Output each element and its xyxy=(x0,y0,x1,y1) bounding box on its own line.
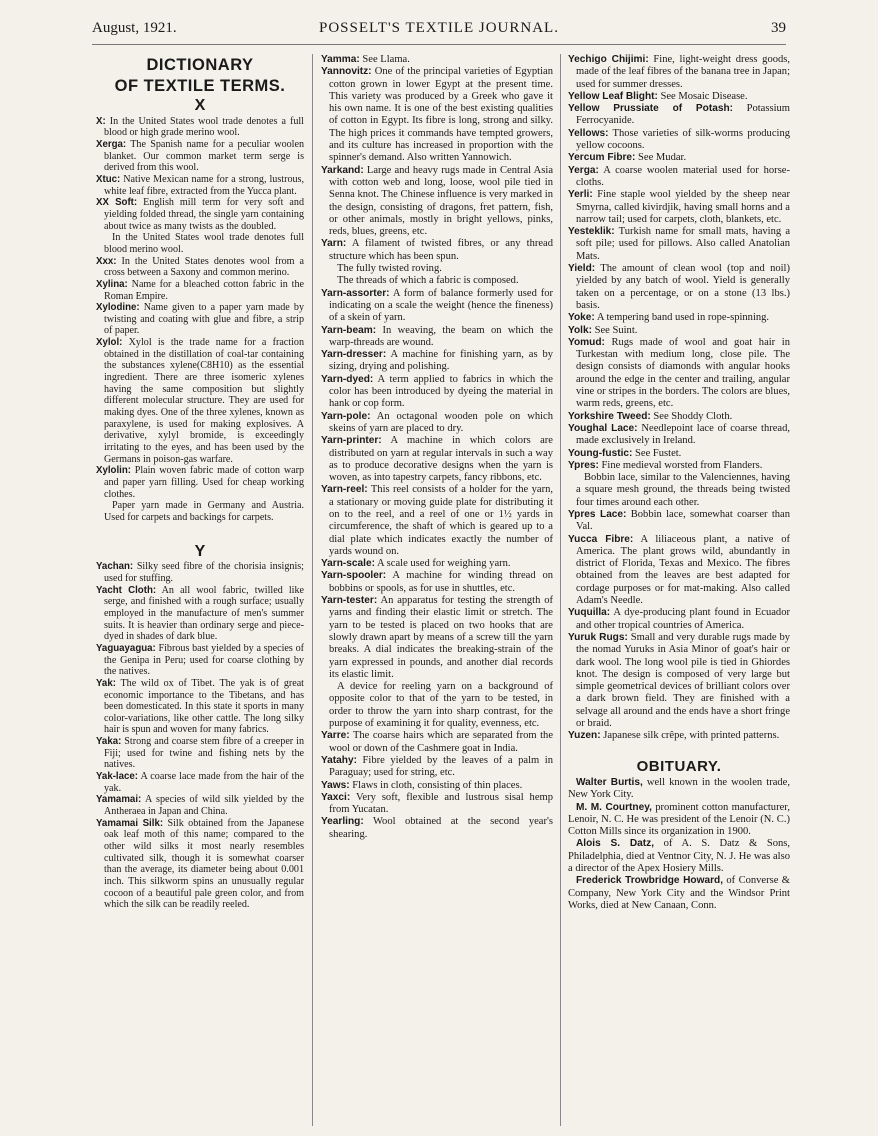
dictionary-entry xyxy=(568,91,790,103)
dictionary-entry xyxy=(568,730,790,742)
entry-term: Xtuc: xyxy=(96,173,121,185)
dictionary-entry xyxy=(96,771,304,794)
entry-term: Yarn-scale: xyxy=(321,558,375,570)
entry-definition: Paper yarn made in Germany and Austria. Used for carpets and backings for carpets. xyxy=(104,500,304,523)
entry-definition: A machine for finishing yarn, as by sizing, drying and polishing. xyxy=(329,349,553,373)
entry-definition: In the United States wool trade denotes full blood merino wool. xyxy=(104,232,304,255)
dictionary-entry xyxy=(568,152,790,164)
column-right xyxy=(568,54,790,1128)
running-header xyxy=(92,20,786,42)
column-divider xyxy=(312,54,313,1126)
dictionary-entry xyxy=(96,197,304,232)
entry-term: Yarn-dyed: xyxy=(321,373,374,385)
dictionary-entry xyxy=(321,411,553,436)
entry-definition: The Spanish name for a peculiar woolen blanket. Our common market term serge is derived from this wool. xyxy=(104,138,304,174)
obituary-item xyxy=(568,875,790,912)
entry-term: Yarn-printer: xyxy=(321,435,382,447)
obituary-name: M. M. Courtney, xyxy=(576,801,652,813)
entry-term: Yarn-tester: xyxy=(321,595,378,607)
dictionary-entry xyxy=(96,585,304,643)
dictionary-entry xyxy=(568,472,790,509)
entry-term: Ypres Lace: xyxy=(568,508,627,520)
dictionary-title: DICTIONARY xyxy=(146,56,254,74)
entry-definition: Silky seed fibre of the chorisia insignis; used for stuffing. xyxy=(104,561,304,584)
dictionary-entry xyxy=(321,558,553,570)
dictionary-entry xyxy=(321,595,553,681)
entry-term: Yak: xyxy=(96,677,116,689)
dictionary-entry xyxy=(321,681,553,730)
entry-definition: Name given to a paper yarn made by twisting and coating with glue and fibre, a strip of paper. xyxy=(104,302,304,337)
dictionary-entry xyxy=(568,337,790,411)
entry-term: Yaxci: xyxy=(321,791,351,803)
entry-definition: A species of wild silk yielded by the Antheraea in Japan and China. xyxy=(104,794,304,818)
dictionary-entry xyxy=(321,816,553,841)
entry-definition: An all wool fabric, twilled like serge, and finished with a rough surface; usually employed in the manufacture of men's summer suits. It is heavier than ordinary serge and piece-dyed in shades of dark blue. xyxy=(104,584,304,643)
entry-definition: Turkish name for small mats, having a soft pile; used for pillows. Also called Anatolian Mats. xyxy=(576,226,790,262)
obituary-heading: OBITUARY. xyxy=(636,757,722,775)
dictionary-entry xyxy=(96,794,304,817)
dictionary-entry xyxy=(96,818,304,911)
entry-term: Yucca Fibre: xyxy=(568,533,634,545)
entry-definition: This reel consists of a holder for the yarn, a stationary or moving guide plate for distributing it on to the reel, and a reel of one or 1½ yards in circumference, the shaft of which is geared up to a dial plate which indicates exactly the number of yards wound on. xyxy=(329,484,553,557)
entry-definition: A dye-producing plant found in Ecuador and other tropical countries of America. xyxy=(576,607,790,631)
dictionary-entry xyxy=(96,232,304,255)
entry-definition: A liliaceous plant, a native of America. The plant grows wild, abundantly in district of Florida, Texas and Mexico. The fibres obtained from the leaves are best adapted for cordage purposes or for mat-making. Also called Adam's Needle. xyxy=(576,533,790,607)
column-left xyxy=(96,54,304,1128)
entry-definition: A device for reeling yarn on a background of opposite color to that of the yarn to be tested, in order to throw the yarn into sharp contrast, for the purpose of examining it for quality, evenness, etc. xyxy=(329,681,553,730)
dictionary-entry xyxy=(321,238,553,263)
dictionary-entry xyxy=(321,263,553,275)
entry-term: Yarn-beam: xyxy=(321,324,377,336)
entry-definition: A tempering band used in rope-spinning. xyxy=(594,312,770,324)
entry-term: Xylolin: xyxy=(96,465,131,477)
entry-term: Yachan: xyxy=(96,561,134,573)
dictionary-entry xyxy=(321,755,553,780)
dictionary-entry xyxy=(96,174,304,197)
dictionary-entry xyxy=(321,435,553,484)
entry-definition: A form of balance formerly used for indicating on a scale the weight (hence the fineness) of a skein of yarn. xyxy=(329,287,553,324)
entry-definition: See Mosaic Disease. xyxy=(657,90,748,102)
entry-definition: Native Mexican name for a strong, lustrous, white leaf fibre, extracted from the Yucca plant. xyxy=(104,173,304,197)
entry-definition: Xylol is the trade name for a fraction obtained in the distillation of coal-tar containing the substances xylene(C8H10) as the essential ingredient. There are three isomeric xylenes having the same composition but slightly different molecular structure. They are used for making dyes. One of the three xylenes, known as paraxylene, is used for making explosives. A derivative, xylyl bromide, is exceedingly irritating to the eyes, and has been used by the Germans in poison-gas warfare. xyxy=(104,337,304,465)
dictionary-entry xyxy=(321,288,553,325)
issue-date: August, 1921. xyxy=(92,20,177,36)
dictionary-entry xyxy=(568,460,790,472)
dictionary-entry xyxy=(568,448,790,460)
entry-term: Yield: xyxy=(568,263,596,275)
entry-definition: See Shoddy Cloth. xyxy=(650,410,733,422)
entry-term: Yaws: xyxy=(321,779,350,791)
entry-term: Yearling: xyxy=(321,816,364,828)
dictionary-entry xyxy=(96,279,304,302)
entry-term: Yarn-pole: xyxy=(321,410,371,422)
dictionary-entry xyxy=(321,325,553,350)
entry-definition: The threads of which a fabric is composed. xyxy=(337,275,519,287)
dictionary-entry xyxy=(321,374,553,411)
dictionary-entry xyxy=(568,128,790,153)
entry-definition: A machine in which colors are distributed on yarn at regular intervals in such a way as to produce decorative designs when the yarn is woven, as into tapestry carpets, fancy ribbons, etc. xyxy=(329,435,553,484)
dictionary-entry xyxy=(321,165,553,239)
entry-term: Yolk: xyxy=(568,324,592,336)
entry-definition: A machine for winding thread on bobbins or spools, as for use in shuttles, etc. xyxy=(329,570,553,594)
dictionary-entry xyxy=(321,349,553,374)
dictionary-entry xyxy=(321,484,553,558)
entry-term: Yercum Fibre: xyxy=(568,152,636,164)
entry-definition: Wool obtained at the second year's shearing. xyxy=(329,816,553,840)
dictionary-entry xyxy=(321,66,553,164)
entry-term: Yellow Prussiate of Potash: xyxy=(568,103,733,115)
entry-term: Yarkand: xyxy=(321,164,364,176)
dictionary-entry xyxy=(568,263,790,312)
dictionary-entry xyxy=(568,607,790,632)
entry-term: Yuquilla: xyxy=(568,607,611,619)
entry-term: Yerli: xyxy=(568,189,593,201)
entry-definition: See Mudar. xyxy=(635,152,687,164)
entries-y xyxy=(96,561,304,911)
obituary-text: well known in the woolen trade, New York City. xyxy=(568,776,790,801)
entry-term: Yechigo Chijimi: xyxy=(568,54,649,65)
dictionary-entry xyxy=(321,570,553,595)
dictionary-entry xyxy=(568,189,790,226)
entry-definition: Fibre yielded by the leaves of a palm in Paraguay; used for string, etc. xyxy=(329,754,553,779)
entry-definition: Rugs made of wool and goat hair in Turkestan with medium long, close pile. The design consists of diamonds with angular hooks around the edge in the center and trailing, angular vine or stripes in the borders. The colors are blues, warm reds, greens, etc. xyxy=(576,336,790,410)
entry-definition: A coarse lace made from the hair of the yak. xyxy=(104,771,304,794)
header-rule xyxy=(92,44,786,45)
dictionary-entry xyxy=(96,302,304,337)
column-middle xyxy=(321,54,553,1128)
entry-term: Yarn-assorter: xyxy=(321,287,390,299)
entry-term: Yoke: xyxy=(568,312,595,324)
entry-definition: See Suint. xyxy=(591,324,638,336)
entry-term: Yatahy: xyxy=(321,754,357,766)
entry-definition: Potassium Ferrocyanide. xyxy=(576,103,790,127)
obituary-list xyxy=(568,777,790,912)
entry-definition: Very soft, flexible and lustrous sisal hemp from Yucatan. xyxy=(329,791,553,816)
dictionary-entry xyxy=(321,275,553,287)
dictionary-entry xyxy=(96,465,304,500)
entry-term: Yak-lace: xyxy=(96,771,139,783)
entry-term: Xylina: xyxy=(96,278,128,290)
entry-definition: See Llama. xyxy=(359,54,410,65)
entry-term: Xxx: xyxy=(96,255,117,267)
entry-term: Yarn-reel: xyxy=(321,484,368,496)
entry-definition: The wild ox of Tibet. The yak is of great economic importance to the Tibetans, and has been domesticated. In this state it sports in many color-variations, like other cattle. The long silky hair is spun and woven for many fabrics. xyxy=(104,677,304,736)
dictionary-entry xyxy=(568,325,790,337)
entry-definition: The fully twisted roving. xyxy=(337,263,442,275)
entry-definition: In the United States denotes wool from a cross between a Saxony and common merino. xyxy=(104,255,304,279)
entry-term: Yorkshire Tweed: xyxy=(568,410,651,422)
entry-term: Yerga: xyxy=(568,164,599,176)
entry-definition: Name for a bleached cotton fabric in the Roman Empire. xyxy=(104,278,304,302)
entry-term: Youghal Lace: xyxy=(568,422,638,434)
obituary-name: Frederick Trowbridge Howard, xyxy=(576,875,724,887)
section-letter-x: X xyxy=(194,97,206,114)
dictionary-entry xyxy=(321,730,553,755)
entry-definition: Fibrous bast yielded by a species of the Genipa in Peru; used for coarse clothing by the natives. xyxy=(104,642,304,678)
entry-definition: Japanese silk crêpe, with printed patterns. xyxy=(600,730,780,742)
entry-definition: In weaving, the beam on which the warp-threads are wound. xyxy=(329,324,553,348)
section-letter-y: Y xyxy=(194,542,206,560)
dictionary-entry xyxy=(96,561,304,584)
entry-definition: Fine, light-weight dress goods, made of the leaf fibres of the banana tree in Japan; used for summer dresses. xyxy=(576,54,790,90)
entry-term: X: xyxy=(96,115,106,127)
dictionary-entry xyxy=(568,103,790,128)
entry-definition: Bobbin lace, somewhat coarser than Val. xyxy=(576,508,790,533)
entry-term: Yarn-spooler: xyxy=(321,570,387,582)
obituary-text: of Converse & Company, New York City and the Windsor Print Works, died at New Canaan, Conn. xyxy=(568,875,790,911)
entry-term: Yannovitz: xyxy=(321,66,372,78)
entry-definition: Strong and coarse stem fibre of a creeper in Fiji; used for twine and fishing nets by the natives. xyxy=(104,736,304,771)
dictionary-entry xyxy=(568,226,790,263)
entry-term: Yesteklik: xyxy=(568,226,615,238)
entry-term: Yuruk Rugs: xyxy=(568,631,628,643)
entry-definition: A term applied to fabrics in which the color has been introduced by dyeing the material in hank or cop form. xyxy=(329,373,553,410)
entry-term: Yamamai: xyxy=(96,794,142,806)
entry-definition: An octagonal wooden pole on which skeins of yarn are placed to dry. xyxy=(329,410,553,434)
dictionary-entry xyxy=(568,54,790,91)
entry-definition: The coarse hairs which are separated from the wool or down of the Cashmere goat in India. xyxy=(329,730,553,754)
entry-definition: See Fustet. xyxy=(632,447,682,459)
dictionary-entry xyxy=(96,337,304,465)
dictionary-entry xyxy=(568,509,790,534)
entry-term: Yellows: xyxy=(568,127,609,139)
entry-definition: Flaws in cloth, consisting of thin places. xyxy=(349,779,523,791)
entry-term: Ypres: xyxy=(568,459,599,471)
dictionary-entry xyxy=(96,256,304,279)
entry-term: Yellow Leaf Blight: xyxy=(568,90,658,102)
entry-term: Yaka: xyxy=(96,736,122,748)
entry-term: Young-fustic: xyxy=(568,447,633,459)
entry-term: Yarn-dresser: xyxy=(321,349,387,361)
entry-definition: The amount of clean wool (top and noil) yielded by any batch of wool. Yield is generally taken on a percentage, or on a stone (13 lbs.) basis. xyxy=(576,263,790,311)
entry-definition: A filament of twisted fibres, or any thread structure which has been spun. xyxy=(329,238,553,262)
entry-term: Yaguayagua: xyxy=(96,642,156,654)
obituary-item xyxy=(568,777,790,802)
dictionary-entry xyxy=(568,165,790,190)
dictionary-entry xyxy=(321,792,553,817)
dictionary-entry xyxy=(321,780,553,792)
entry-term: Yarn: xyxy=(321,238,347,250)
entry-term: Xylodine: xyxy=(96,302,140,314)
dictionary-entry xyxy=(96,500,304,523)
dictionary-entry xyxy=(96,736,304,771)
obituary-text: of A. S. Datz & Sons, Philadelphia, died at Ventnor City, N. J. He was also a director of the Apex Hosiery Mills. xyxy=(568,838,790,874)
entry-term: Yuzen: xyxy=(568,730,601,742)
entry-definition: English mill term for very soft and yielding folded thread, the single yarn containing about twice as many twists as the doubled. xyxy=(104,197,304,232)
entry-definition: Bobbin lace, similar to the Valenciennes, having a square mesh ground, the threads being twisted four times around each other. xyxy=(576,472,790,508)
obituary-text: prominent cotton manufacturer, Lenoir, N. C. He was president of the Lenoir (N. C.) Cotton Mills since its organization in 1900. xyxy=(568,801,790,838)
entry-definition: In the United States wool trade denotes a full blood or high grade merino wool. xyxy=(104,115,304,139)
entries-x xyxy=(96,116,304,524)
entries-middle xyxy=(321,54,553,841)
dictionary-entry xyxy=(568,411,790,423)
entry-definition: Fine staple wool yielded by the sheep near Smyrna, called kivirdjik, having small horns and a narrow tail; used for carpets, cloth, blankets, etc. xyxy=(576,189,790,225)
dictionary-entry xyxy=(568,534,790,608)
dictionary-entry xyxy=(96,643,304,678)
dictionary-entry xyxy=(321,54,553,66)
entry-term: Xerga: xyxy=(96,138,127,150)
entry-term: Yamma: xyxy=(321,54,360,65)
column-divider xyxy=(560,54,561,1126)
entry-definition: Needlepoint lace of coarse thread, made exclusively in Ireland. xyxy=(576,422,790,447)
page-number: 39 xyxy=(771,20,786,36)
entry-term: Yomud: xyxy=(568,336,605,348)
entry-definition: Small and very durable rugs made by the nomad Yuruks in Asia Minor of goat's hair or dark wool. The long wool pile is tied in Ghiordes knot. The design is composed of very large but simple geometrical devices of brilliant colors over a dark brown field. They are finished with a selvage all around and the ends have a short fringe or braid. xyxy=(576,631,790,730)
entry-definition: Silk obtained from the Japanese oak leaf moth of this name; compared to the other wild silks it most nearly resembles cultivated silk, though it is somewhat coarser than the average, its diameter being about 0.001 inch. This silkworm spins an unusually regular cocoon of a beautiful pale green color, and from which the silk can be readily reeled. xyxy=(104,817,304,911)
dictionary-entry xyxy=(96,116,304,139)
entry-definition: A coarse woolen material used for horse-cloths. xyxy=(576,164,790,188)
entry-definition: Fine medieval worsted from Flanders. xyxy=(598,459,763,471)
entry-term: Yarre: xyxy=(321,730,350,742)
entry-term: Xylol: xyxy=(96,337,123,349)
entry-term: Yacht Cloth: xyxy=(96,584,157,596)
entry-definition: Those varieties of silk-worms producing yellow cocoons. xyxy=(576,127,790,152)
entry-term: Yamamai Silk: xyxy=(96,817,164,829)
entry-definition: An apparatus for testing the strength of yarns and finding their elastic limit or stretch. The yarn to be tested is placed on two hooks that are slowly drawn apart by means of a screw till the yarn breaks. A dial indicates the breaking-strain of the yarn expressed in pounds, and another dial records its elastic limit. xyxy=(329,595,553,680)
entry-term: XX Soft: xyxy=(96,197,138,209)
dictionary-entry xyxy=(568,632,790,730)
dictionary-entry xyxy=(568,423,790,448)
obituary-item xyxy=(568,838,790,875)
dictionary-entry xyxy=(568,312,790,324)
dictionary-entry xyxy=(96,678,304,736)
entry-definition: Large and heavy rugs made in Central Asia with cotton web and long, loose, wool pile tied in Senna knot. The Chinese influence is very marked in the design, consisting of dragons, fret pattern, fish, or other animals, mostly in bright yellows, pinks, reds, blues, greens, etc. xyxy=(329,164,553,238)
entry-definition: A scale used for weighing yarn. xyxy=(374,558,511,570)
entry-definition: One of the principal varieties of Egyptian cotton grown in lower Egypt at the present time. This variety was produced by a Greek who gave it his own name. It is one of the best existing qualities of cotton in Egypt. Its fibre is long, strong and silky. The high prices it commands have tempted growers, and its culture has increased in proportion with the spinner's demand. Also written Yannowich. xyxy=(329,66,553,164)
journal-title: POSSELT'S TEXTILE JOURNAL. xyxy=(319,20,559,36)
obituary-name: Alois S. Datz, xyxy=(576,838,655,850)
dictionary-subtitle: OF TEXTILE TERMS. xyxy=(114,77,286,95)
entry-definition: Plain woven fabric made of cotton warp and paper yarn filling. Used for cheap working clothes. xyxy=(104,465,304,500)
obituary-name: Walter Burtis, xyxy=(576,776,643,788)
obituary-item xyxy=(568,802,790,839)
dictionary-entry xyxy=(96,139,304,174)
entries-right xyxy=(568,54,790,743)
